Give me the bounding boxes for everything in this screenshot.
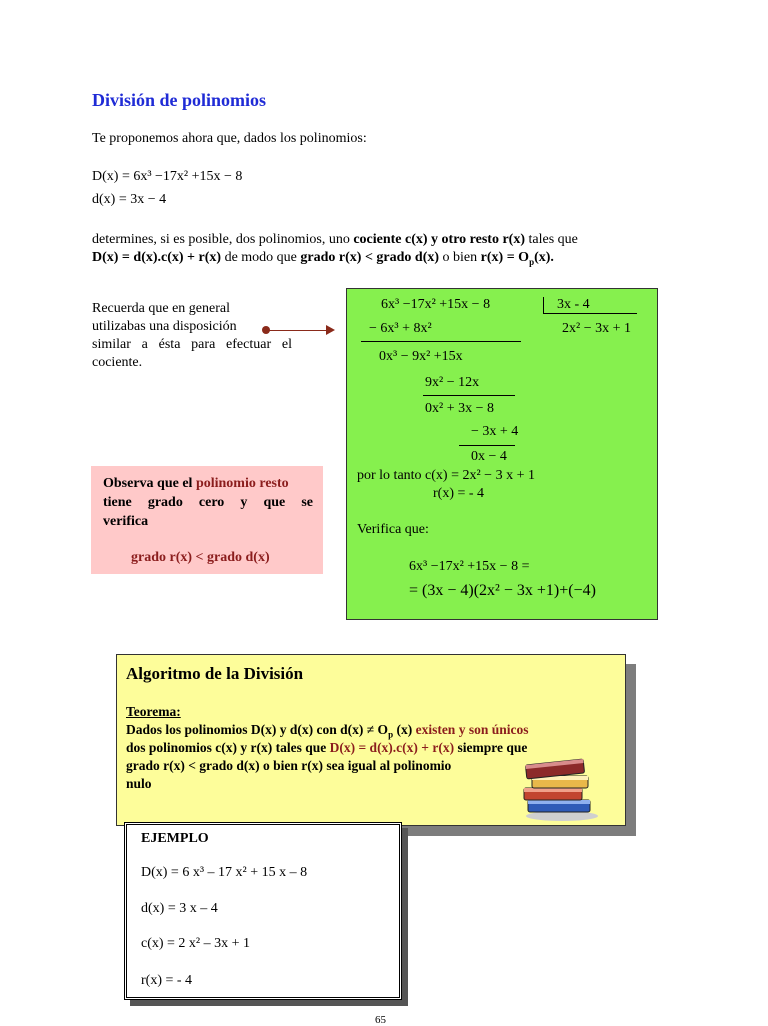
step-2: 9x² − 12x: [425, 375, 480, 390]
remainder-1: 0x³ − 9x² +15x: [379, 349, 463, 364]
verification-line-1: 6x³ −17x² +15x − 8 =: [409, 559, 530, 574]
theorem-text: [126, 703, 586, 793]
note-line-1: Observa que el polinomio resto: [103, 476, 289, 491]
remainder-note: [91, 466, 323, 574]
d-label: d(x): [92, 192, 116, 207]
rule-2: [423, 395, 515, 396]
algorithm-title: Algoritmo de la División: [126, 664, 304, 683]
remainder-2: 0x² + 3x − 8: [425, 401, 494, 416]
page-number: 65: [375, 1014, 386, 1026]
recuerda-line: cociente.: [92, 355, 143, 370]
example-title: EJEMPLO: [141, 831, 209, 846]
theorem-line-3: grado r(x) < grado d(x) o bien r(x) sea igual al polinomio: [126, 758, 452, 773]
d-expression: = 3x − 4: [118, 192, 167, 207]
remainder-3: 0x − 4: [471, 449, 507, 464]
task-paragraph: [92, 231, 642, 267]
divisor: 3x - 4: [557, 297, 590, 312]
note-line-2: tiene grado cero y que se: [103, 495, 313, 510]
example-box: [124, 822, 402, 1000]
example-d: d(x) = 3 x – 4: [141, 901, 218, 916]
task-text: tales que: [525, 232, 578, 247]
task-text: o bien: [439, 250, 481, 265]
D-expression: = 6x³ −17x² +15x − 8: [121, 169, 243, 184]
divisor-rule: [543, 313, 637, 314]
theorem-line-4: nulo: [126, 776, 152, 791]
page-title: División de polinomios: [92, 90, 267, 110]
note-degree-condition: grado r(x) < grado d(x): [131, 550, 270, 565]
quotient: 2x² − 3x + 1: [562, 321, 631, 336]
verifica-label: Verifica que:: [357, 522, 429, 537]
step-3: − 3x + 4: [471, 424, 519, 439]
conclusion-quotient: por lo tanto c(x) = 2x² − 3 x + 1: [357, 468, 535, 483]
theorem-line-2: dos polinomios c(x) y r(x) tales que D(x) = d(x).c(x) + r(x) siempre que: [126, 740, 528, 755]
theorem-label: Teorema:: [126, 704, 181, 719]
conclusion-remainder: r(x) = - 4: [433, 486, 485, 501]
task-text: de modo que: [221, 250, 301, 265]
verification-line-2: = (3x − 4)(2x² − 3x +1)+(−4): [409, 582, 596, 599]
recuerda-line: similar a ésta para efectuar el: [92, 337, 292, 352]
step-1: − 6x³ + 8x²: [369, 321, 432, 336]
recuerda-line: utilizabas una disposición: [92, 319, 237, 334]
note-line-3: verifica: [103, 514, 149, 529]
recuerda-note: [92, 300, 292, 372]
note-highlight: polinomio resto: [195, 476, 289, 491]
arrow-head-icon: [326, 325, 335, 335]
example-c: c(x) = 2 x² – 3x + 1: [141, 936, 251, 951]
task-identity: D(x) = d(x).c(x) + r(x): [92, 250, 222, 265]
task-cociente-resto: cociente c(x) y otro resto r(x): [353, 232, 526, 247]
example-D: D(x) = 6 x³ – 17 x² + 15 x – 8: [141, 865, 308, 880]
example-r: r(x) = - 4: [141, 973, 193, 988]
recuerda-line: Recuerda que en general: [92, 301, 230, 316]
theorem-line-1: Dados los polinomios D(x) y d(x) con $d(x) \ne O_p$ (x) existen y son únicos: [126, 722, 529, 740]
divisor-definition: [92, 191, 166, 209]
D-label: D(x): [92, 169, 119, 184]
dividend: 6x³ −17x² +15x − 8: [381, 297, 491, 312]
intro-text: Te proponemos ahora que, dados los polinomios:: [92, 131, 367, 146]
task-text: determines, si es posible, dos polinomios, uno: [92, 232, 354, 247]
division-box: [346, 288, 658, 620]
rule-1: [361, 341, 521, 342]
dividend-definition: [92, 168, 242, 186]
arrow-right-icon: [267, 330, 329, 331]
division-bracket: [543, 297, 544, 313]
task-degree-condition: grado r(x) < grado d(x): [300, 250, 440, 265]
rule-3: [459, 445, 515, 446]
task-null-condition: $r(x) = O_p(x)$.: [480, 250, 554, 267]
books-icon: [518, 752, 600, 822]
